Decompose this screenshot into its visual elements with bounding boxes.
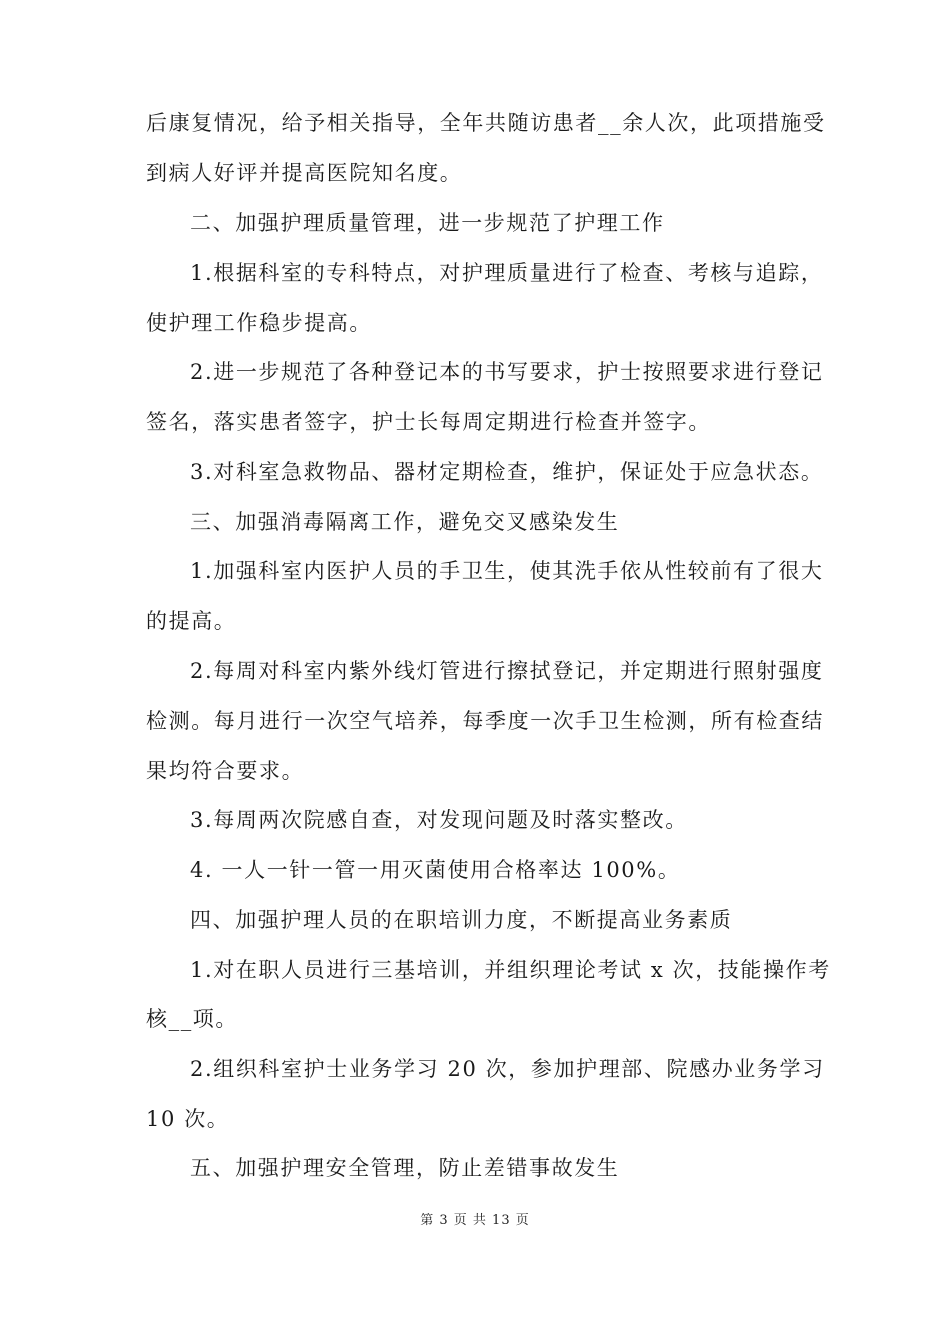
paragraph-line: 2.每周对科室内紫外线灯管进行擦拭登记，并定期进行照射强度 — [190, 659, 824, 683]
paragraph-line: 1.加强科室内医护人员的手卫生，使其洗手依从性较前有了很大 — [190, 559, 824, 583]
paragraph-line: 10 次。 — [146, 1107, 230, 1131]
section-heading: 四、加强护理人员的在职培训力度，不断提高业务素质 — [190, 908, 733, 932]
paragraph-line: 3.每周两次院感自查，对发现问题及时落实整改。 — [190, 808, 688, 832]
paragraph-line: 2.进一步规范了各种登记本的书写要求，护士按照要求进行登记 — [190, 360, 824, 384]
paragraph-line: 1.根据科室的专科特点，对护理质量进行了检查、考核与追踪， — [190, 261, 824, 285]
paragraph-line: 的提高。 — [146, 609, 237, 633]
paragraph-line: 后康复情况，给予相关指导，全年共随访患者__余人次，此项措施受 — [146, 111, 826, 135]
page-number-footer: 第 3 页 共 13 页 — [420, 1213, 530, 1228]
paragraph-line: 4. 一人一针一管一用灭菌使用合格率达 100%。 — [190, 858, 681, 882]
section-heading: 三、加强消毒隔离工作，避免交叉感染发生 — [190, 510, 620, 534]
paragraph-line: 2.组织科室护士业务学习 20 次，参加护理部、院感办业务学习 — [190, 1057, 825, 1081]
paragraph-line: 3.对科室急救物品、器材定期检查，维护，保证处于应急状态。 — [190, 460, 824, 484]
paragraph-line: 签名，落实患者签字，护士长每周定期进行检查并签字。 — [146, 410, 711, 434]
paragraph-line: 检测。每月进行一次空气培养，每季度一次手卫生检测，所有检查结 — [146, 709, 824, 733]
paragraph-line: 使护理工作稳步提高。 — [146, 311, 372, 335]
paragraph-line: 果均符合要求。 — [146, 759, 305, 783]
paragraph-line: 1.对在职人员进行三基培训，并组织理论考试 x 次，技能操作考 — [190, 958, 831, 982]
paragraph-line: 核__项。 — [146, 1007, 238, 1031]
paragraph-line: 到病人好评并提高医院知名度。 — [146, 161, 463, 185]
section-heading: 五、加强护理安全管理，防止差错事故发生 — [190, 1156, 620, 1180]
section-heading: 二、加强护理质量管理，进一步规范了护理工作 — [190, 211, 665, 235]
